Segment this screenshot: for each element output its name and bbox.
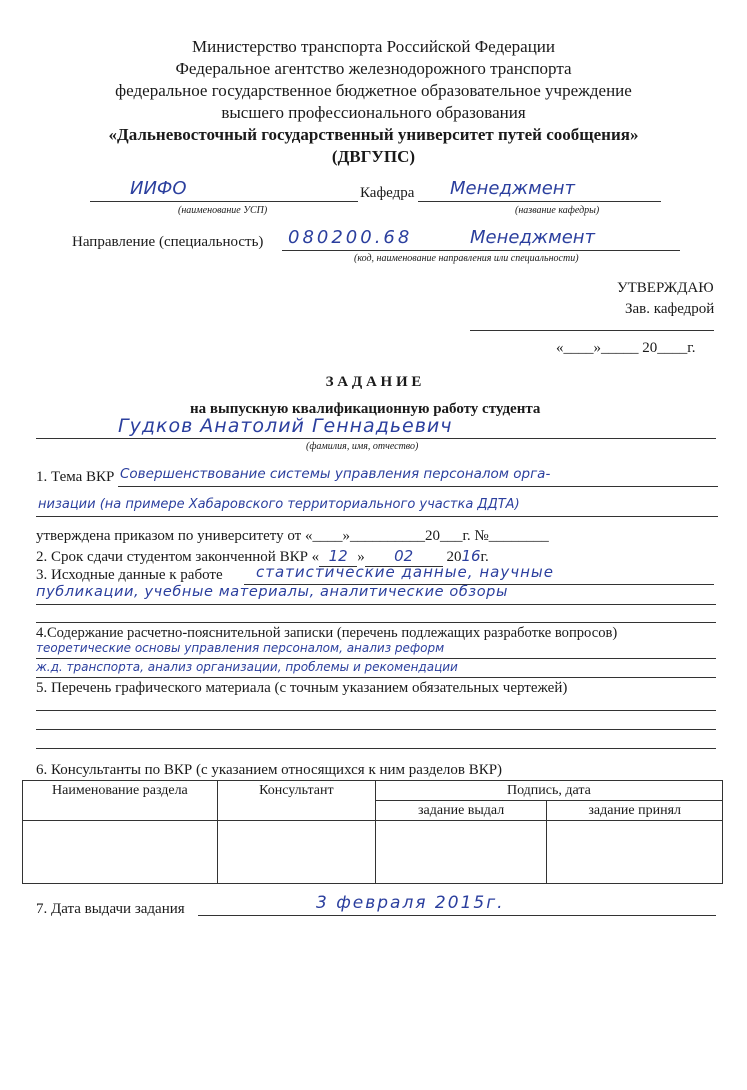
- agency-line: Федеральное агентство железнодорожного транспорта: [175, 59, 572, 78]
- consultants-label: 6. Консультанты по ВКР (с указанием относящихся к ним разделов ВКР): [36, 762, 503, 778]
- approve-title: УТВЕРЖДАЮ: [617, 280, 714, 296]
- deadline-row: 2. Срок сдачи студентом законченной ВКР « 12 » 02 2016г.: [36, 547, 489, 565]
- graphic-label: 5. Перечень графического материала (с точным указанием обязательных чертежей): [36, 680, 568, 696]
- direction-caption: (код, наименование направления или специальности): [354, 253, 579, 264]
- education-line: высшего профессионального образования: [221, 103, 526, 122]
- kafedra-label: Кафедра: [360, 185, 415, 201]
- order-text: утверждена приказом по университету от «____»__________20___г. №________: [36, 528, 549, 544]
- content-line-1: [36, 658, 716, 659]
- col-consultant-header: Консультант: [217, 781, 375, 821]
- topic-handwritten-2: низации (на примере Хабаровского территориального участка ДДТА): [38, 497, 520, 512]
- approve-signature-line: [470, 330, 714, 331]
- task-subtitle: на выпускную квалификационную работу студента: [190, 401, 541, 417]
- approve-date: «____»_____ 20____г.: [556, 340, 696, 356]
- institution-type-line: федеральное государственное бюджетное образовательное учреждение: [115, 81, 632, 100]
- graphic-line-1: [36, 710, 716, 711]
- direction-label: Направление (специальность): [72, 234, 264, 250]
- initial-line-3: [36, 622, 716, 623]
- table-cell: [23, 821, 218, 884]
- initial-handwritten-2: публикации, учебные материалы, аналитические обзоры: [36, 584, 509, 600]
- deadline-month: 02: [394, 547, 414, 565]
- graphic-line-3: [36, 748, 716, 749]
- deadline-year: 16: [461, 547, 481, 565]
- content-handwritten-1: теоретические основы управления персоналом, анализ реформ: [36, 641, 445, 655]
- usp-caption: (наименование УСП): [178, 205, 268, 216]
- topic-handwritten-1: Совершенствование системы управления персоналом орга-: [120, 466, 551, 482]
- table-row: [23, 821, 723, 884]
- initial-line-2: [36, 604, 716, 605]
- approve-role: Зав. кафедрой: [625, 301, 715, 317]
- kafedra-handwritten: Менеджмент: [450, 178, 576, 199]
- student-name-handwritten: Гудков Анатолий Геннадьевич: [118, 415, 453, 437]
- initial-handwritten-1: статистические данные, научные: [256, 563, 554, 581]
- topic-label: 1. Тема ВКР: [36, 469, 115, 485]
- task-title: З А Д А Н И Е: [325, 374, 422, 390]
- deadline-year-suffix: г.: [480, 549, 489, 565]
- table-cell: [547, 821, 723, 884]
- issue-handwritten: 3 февраля 2015г.: [316, 893, 505, 913]
- content-label: 4.Содержание расчетно-пояснительной записки (перечень подлежащих разработке вопросов): [36, 625, 618, 641]
- kafedra-caption: (название кафедры): [515, 205, 600, 216]
- student-name-line: [36, 438, 716, 439]
- topic-line-1: [118, 486, 718, 487]
- student-caption: (фамилия, имя, отчество): [306, 441, 419, 452]
- university-abbr: (ДВГУПС): [331, 147, 416, 166]
- topic-line-2: [36, 516, 718, 517]
- content-handwritten-2: ж.д. транспорта, анализ организации, проблемы и рекомендации: [36, 660, 458, 674]
- initial-label: 3. Исходные данные к работе: [36, 567, 223, 583]
- deadline-day: 12: [328, 547, 348, 565]
- direction-code: 080200.68: [288, 227, 413, 248]
- col-section-header: Наименование раздела: [23, 781, 218, 821]
- direction-name: Менеджмент: [470, 227, 596, 248]
- table-cell: [375, 821, 547, 884]
- graphic-line-2: [36, 729, 716, 730]
- deadline-year-prefix: 20: [446, 549, 462, 565]
- issue-label: 7. Дата выдачи задания: [36, 901, 185, 917]
- col-signature-header: Подпись, дата: [375, 781, 722, 801]
- consultants-table: [22, 780, 723, 884]
- sub-accepted-header: задание принял: [547, 801, 723, 821]
- table-cell: [217, 821, 375, 884]
- issue-line: [198, 915, 716, 916]
- kafedra-line: [418, 201, 661, 202]
- direction-line: [282, 250, 680, 251]
- usp-line: [90, 201, 358, 202]
- sub-given-header: задание выдал: [375, 801, 547, 821]
- ministry-line: Министерство транспорта Российской Федерации: [191, 37, 555, 56]
- usp-handwritten: ИИФО: [130, 178, 187, 199]
- deadline-label: 2. Срок сдачи студентом законченной ВКР «: [36, 549, 320, 565]
- university-name: «Дальневосточный государственный университет путей сообщения»: [108, 125, 639, 144]
- content-line-2: [36, 677, 716, 678]
